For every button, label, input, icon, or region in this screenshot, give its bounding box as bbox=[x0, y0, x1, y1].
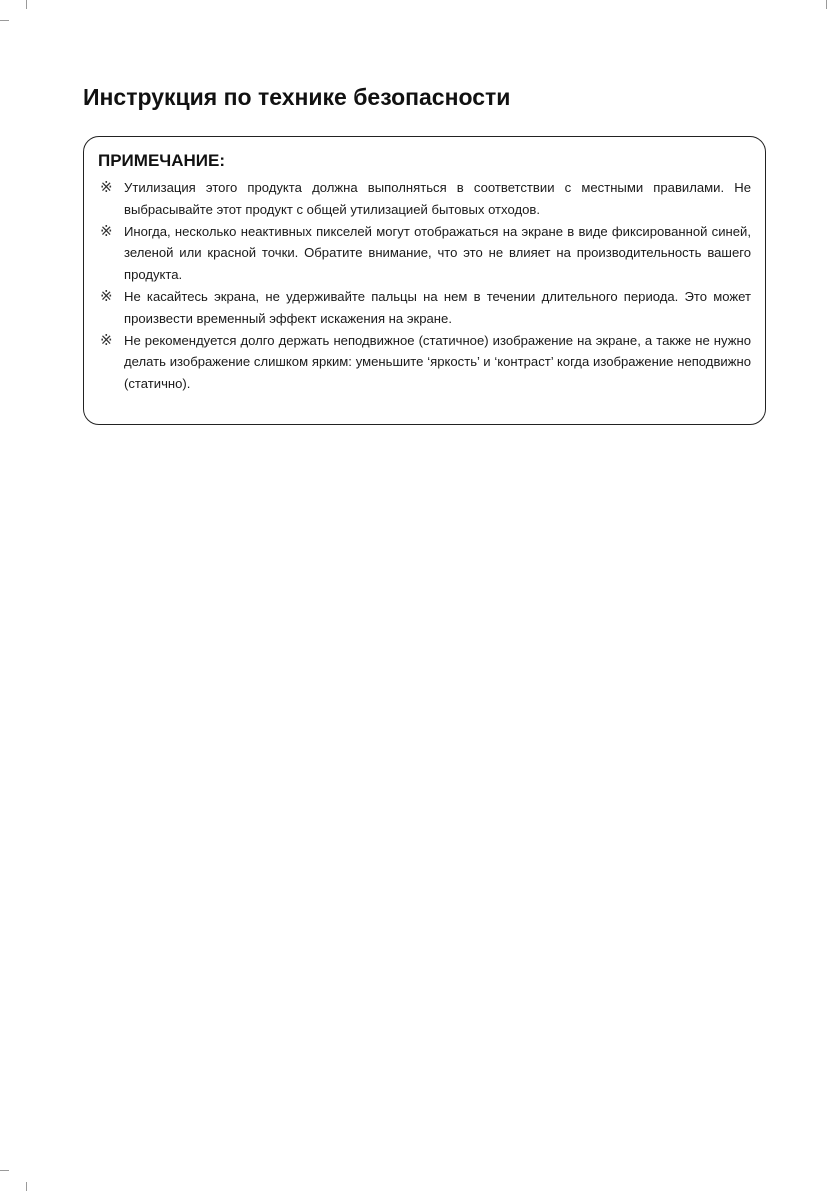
note-item-pixels bbox=[98, 221, 751, 286]
crop-mark-bottom-left-horizontal bbox=[0, 1170, 9, 1171]
crop-mark-top-left-horizontal bbox=[0, 20, 9, 21]
note-item-text: Не рекомендуется долго держать неподвижное (статичное) изображение на экране, а также не нужно делать изображение слишком ярким: уменьшите ‘яркость’ и ‘контраст’ когда изображение неподвижно (статично). bbox=[124, 332, 751, 392]
crop-mark-top-right-vertical bbox=[826, 0, 827, 9]
note-list bbox=[98, 177, 751, 395]
note-heading: ПРИМЕЧАНИЕ: bbox=[98, 151, 225, 170]
page-title: Инструкция по технике безопасности bbox=[83, 84, 511, 110]
reference-mark-icon: ※ bbox=[100, 179, 113, 196]
note-item-text: Иногда, несколько неактивных пикселей могут отображаться на экране в виде фиксированной синей, зеленой или красной точки. Обратите внимание, что это не влияет на производительность вашего продукта. bbox=[124, 223, 751, 283]
crop-mark-bottom-left-vertical bbox=[26, 1182, 27, 1191]
crop-mark-top-left-vertical bbox=[26, 0, 27, 9]
reference-mark-icon: ※ bbox=[100, 331, 113, 349]
note-item-static-image bbox=[98, 330, 751, 395]
note-item-screen-touch bbox=[98, 286, 751, 330]
reference-mark-icon: ※ bbox=[100, 222, 113, 240]
reference-mark-icon: ※ bbox=[100, 287, 113, 305]
note-item-text: Не касайтесь экрана, не удерживайте пальцы на нем в течении длительного периода. Это может произвести временный эффект искажения на экране. bbox=[124, 288, 751, 326]
note-item-disposal bbox=[98, 177, 751, 221]
note-item-text: Утилизация этого продукта должна выполняться в соответствии с местными правилами. Не выбрасывайте этот продукт с общей утилизацией бытовых отходов. bbox=[124, 180, 751, 217]
safety-note-box bbox=[83, 136, 766, 425]
